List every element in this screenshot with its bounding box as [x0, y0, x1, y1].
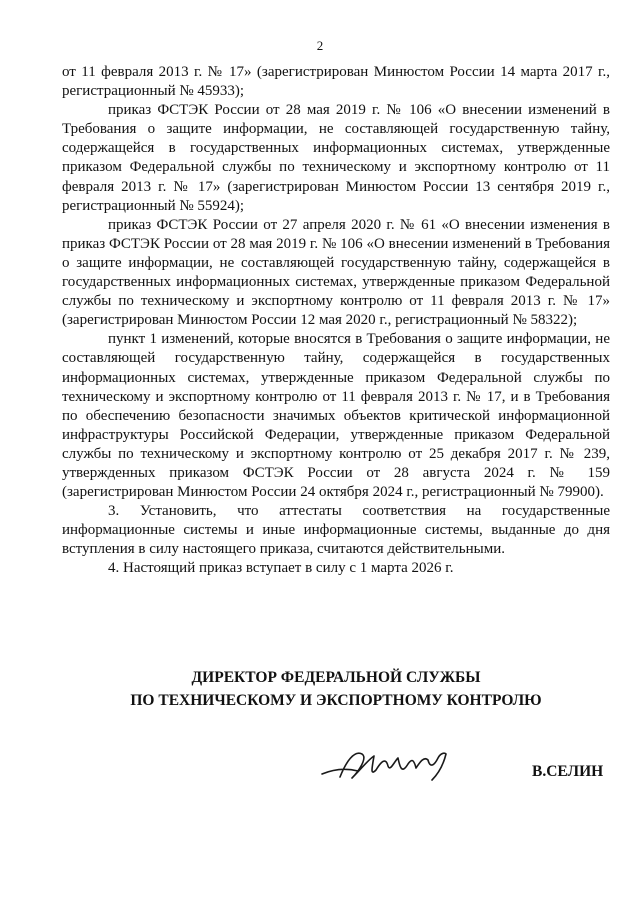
- paragraph: приказ ФСТЭК России от 27 апреля 2020 г. № 61 «О внесении изменения в приказ ФСТЭК России от 28 мая 2019 г. № 106 «О внесении изменений в Требования о защите информации, не составляющей государственную тайну, содержащейся в государственных информационных системах, утвержденные приказом Федеральной службы по техническому и экспортному контролю от 11 февраля 2013 г. № 17» (зарегистрирован Минюстом России 12 мая 2020 г., регистрационный № 58322);: [62, 216, 610, 329]
- paragraph: приказ ФСТЭК России от 28 мая 2019 г. № 106 «О внесении изменений в Требования о защите информации, не составляющей государственную тайну, содержащейся в государственных информационных системах, утвержденные приказом Федеральной службы по техническому и экспортному контролю от 11 февраля 2013 г. № 17» (зарегистрирован Минюстом России 13 сентября 2019 г., регистрационный № 55924);: [62, 102, 610, 214]
- handwritten-signature: [316, 738, 466, 788]
- signatory-title-line: ДИРЕКТОР ФЕДЕРАЛЬНОЙ СЛУЖБЫ: [191, 669, 481, 686]
- document-body: [62, 63, 610, 579]
- signatory-title: [62, 666, 610, 712]
- signer-name: В.СЕЛИН: [532, 763, 604, 780]
- paragraph: 3. Установить, что аттестаты соответствия на государственные информационные системы и иные информационные системы, выданные до дня вступления в силу настоящего приказа, считаются действительными.: [62, 503, 610, 558]
- page-number: 2: [316, 38, 324, 53]
- paragraph: 4. Настоящий приказ вступает в силу с 1 марта 2026 г.: [108, 560, 454, 577]
- paragraph: от 11 февраля 2013 г. № 17» (зарегистрирован Минюстом России 14 марта 2017 г., регистрационный № 45933);: [62, 64, 610, 100]
- signatory-title-line: ПО ТЕХНИЧЕСКОМУ И ЭКСПОРТНОМУ КОНТРОЛЮ: [130, 692, 542, 709]
- paragraph: пункт 1 изменений, которые вносятся в Требования о защите информации, не составляющей государственную тайну, содержащейся в государственных информационных системах, утвержденные приказом Федеральной службы по техническому и экспортному контролю от 11 февраля 2013 г. № 17, и в Требования по обеспечению безопасности значимых объектов критической информационной инфраструктуры Российской Федерации, утвержденные приказом Федеральной службы по техническому и экспортному контролю от 25 декабря 2017 г. № 239, утвержденных приказом ФСТЭК России от 28 августа 2024 г. № 159 (зарегистрирован Минюстом России 24 октября 2024 г., регистрационный № 79900).: [62, 331, 610, 501]
